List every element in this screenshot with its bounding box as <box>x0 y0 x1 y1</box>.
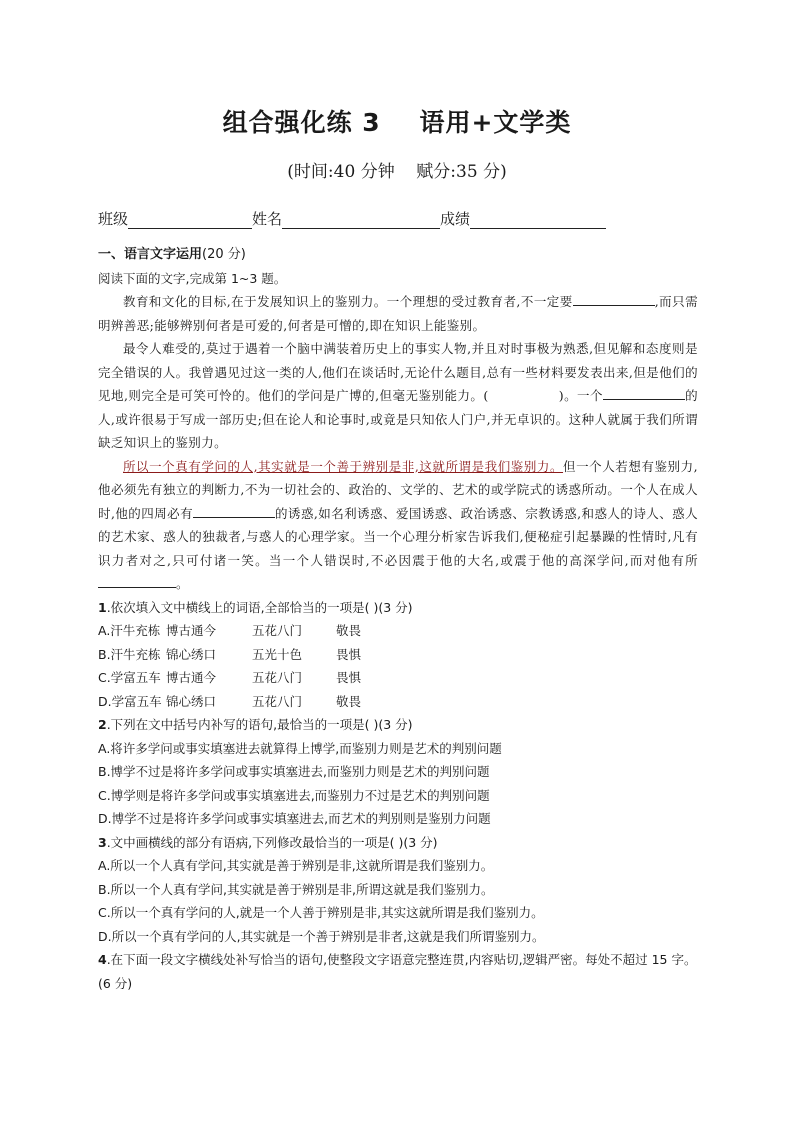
page-title: 组合强化练 3 语用+文学类 <box>222 108 572 137</box>
class-field[interactable] <box>128 211 252 229</box>
reading-instruction: 阅读下面的文字,完成第 1~3 题。 <box>98 270 287 286</box>
passage-paragraph-2: 最令人难受的,莫过于遇着一个脑中满装着历史上的事实人物,并且对时事极为熟悉,但见解和态度则是完全错误的人。我曾遇见过这一类的人,他们在谈话时,无论什么题目,总有一些材料要发表出来,但是他们的见地,则完全是可笑可怜的。他们的学问是广博的,但毫无鉴别能力。( )。一个 的人,或许很易于写成一部历史;但在论人和论事时,或竟是只知依人门户,并无卓识的。这种人就属于我们所谓缺乏知识上的鉴别力。 <box>98 341 698 450</box>
q2-option-c[interactable]: C.博学则是将许多学问或事实填塞进去,而鉴别力不过是艺术的判别问题 <box>98 787 490 803</box>
q1-option-d[interactable]: D.学富五车 锦心绣口 五花八门 敬畏 <box>98 693 362 709</box>
q2-option-a[interactable]: A.将许多学问或事实填塞进去就算得上博学,而鉴别力则是艺术的判别问题 <box>98 740 502 756</box>
blank-2[interactable] <box>603 386 685 400</box>
q3-option-b[interactable]: B.所以一个人真有学问,其实就是善于辨别是非,所谓这就是我们鉴别力。 <box>98 881 494 897</box>
blank-3[interactable] <box>193 504 275 518</box>
underlined-sentence: 所以一个真有学问的人,其实就是一个善于辨别是非,这就所谓是我们鉴别力。 <box>123 458 564 474</box>
question-4: 4.在下面一段文字横线处补写恰当的语句,使整段文字语意完整连贯,内容贴切,逻辑严密。每处不超过 15 字。(6 分) <box>98 952 697 991</box>
exam-content <box>98 243 698 995</box>
question-1: 1.依次填入文中横线上的词语,全部恰当的一项是( )(3 分) <box>98 599 413 615</box>
q1-option-c[interactable]: C.学富五车 博古通今 五花八门 畏惧 <box>98 670 362 685</box>
question-2: 2.下列在文中括号内补写的语句,最恰当的一项是( )(3 分) <box>98 717 413 732</box>
q1-option-a[interactable]: A.汗牛充栋 博古通今 五花八门 敬畏 <box>98 623 362 638</box>
time-score-subtitle: (时间:40 分钟 赋分:35 分) <box>287 162 507 182</box>
blank-4[interactable] <box>98 574 176 588</box>
section-heading: 一、语言文字运用(20 分) <box>98 247 246 262</box>
passage-paragraph-1: 教育和文化的目标,在于发展知识上的鉴别力。一个理想的受过教育者,不一定要 ,而只需明辨善恶;能够辨别何者是可爱的,何者是可憎的,即在知识上能鉴别。 <box>98 294 698 333</box>
q3-option-a[interactable]: A.所以一个人真有学问,其实就是善于辨别是非,这就所谓是我们鉴别力。 <box>98 858 494 873</box>
score-label: 成绩 <box>440 210 471 228</box>
score-field[interactable] <box>470 211 606 229</box>
student-info-fields <box>98 208 606 229</box>
name-label: 姓名 <box>252 210 283 228</box>
name-field[interactable] <box>282 211 440 229</box>
q1-option-b[interactable]: B.汗牛充栋 锦心绣口 五光十色 畏惧 <box>98 646 362 662</box>
q3-option-c[interactable]: C.所以一个真有学问的人,就是一个人善于辨别是非,其实这就所谓是我们鉴别力。 <box>98 905 544 920</box>
blank-1[interactable] <box>573 292 655 306</box>
class-label: 班级 <box>98 210 129 228</box>
q2-option-d[interactable]: D.博学不过是将许多学问或事实填塞进去,而艺术的判别则是鉴别力问题 <box>98 811 491 826</box>
passage-paragraph-3: 所以一个真有学问的人,其实就是一个善于辨别是非,这就所谓是我们鉴别力。但一个人若想有鉴别力,他必须先有独立的判断力,不为一切社会的、政治的、文学的、艺术的或学院式的诱惑所动。一个人在成人时,他的四周必有 的诱惑,如名利诱惑、爱国诱惑、政治诱惑、宗教诱惑,和惑人的诗人、惑人的艺术家、惑人的独裁者,与惑人的心理学家。当一个心理分析家告诉我们,便秘症引起暴躁的性情时,凡有识力者对之,只可付诸一笑。当一个人错误时,不必因震于他的大名,或震于他的高深学问,而对他有所。 <box>98 458 698 591</box>
q2-option-b[interactable]: B.博学不过是将许多学问或事实填塞进去,而鉴别力则是艺术的判别问题 <box>98 764 490 779</box>
q3-option-d[interactable]: D.所以一个真有学问的人,其实就是一个善于辨别是非者,这就是我们所谓鉴别力。 <box>98 928 545 944</box>
question-3: 3.文中画横线的部分有语病,下列修改最恰当的一项是( )(3 分) <box>98 834 438 850</box>
